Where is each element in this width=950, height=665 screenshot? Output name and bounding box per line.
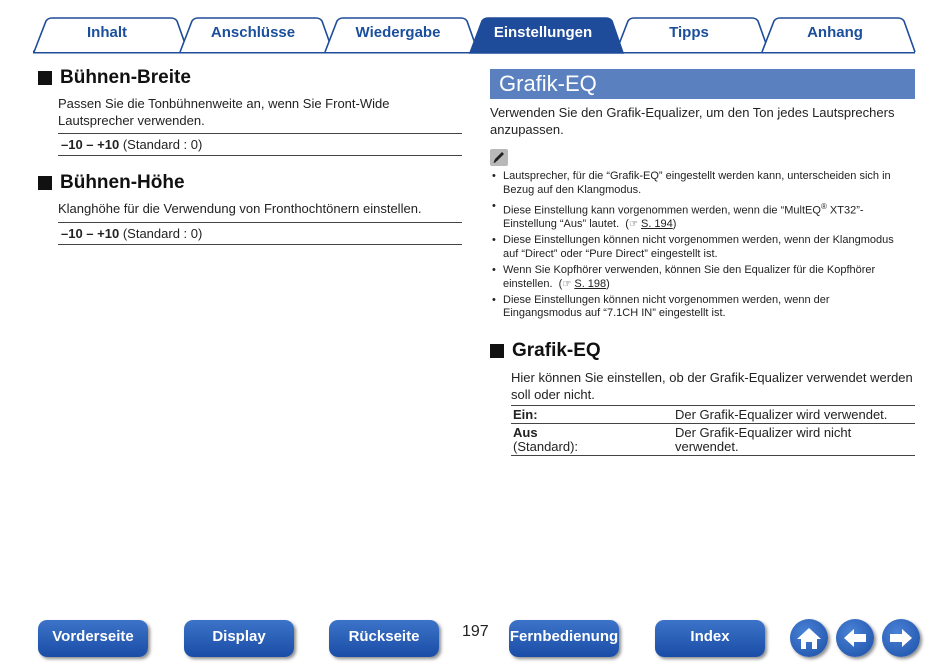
arrow-right-icon bbox=[887, 627, 915, 649]
hoehe-range bbox=[61, 226, 202, 241]
option-value: Der Grafik-Equalizer wird nicht verwendet. bbox=[675, 425, 852, 454]
note-text: Diese Einstellungen können nicht vorgenommen werden, wenn der Klangmodus auf “Direct” oder “Pure Direct” eingestellt ist. bbox=[503, 234, 894, 260]
option-key: Aus (Standard): bbox=[513, 425, 579, 454]
note-item: • Diese Einstellung kann vorgenommen werden, wenn die “MultEQ® XT32”-Einstellung “Aus” lautet. (☞ S. 194) bbox=[492, 200, 907, 232]
grafik-eq-description: Hier können Sie einstellen, ob der Grafik-Equalizer verwendet werden soll oder nicht. bbox=[511, 370, 913, 402]
note-text: Lautsprecher, für die “Grafik-EQ” eingestellt werden kann, unterscheiden sich in Bezug auf den Klangmodus. bbox=[503, 170, 891, 196]
back-button[interactable] bbox=[836, 619, 874, 657]
page-reference-link[interactable]: S. 194 bbox=[640, 218, 673, 231]
note-item bbox=[492, 234, 907, 261]
option-value: Der Grafik-Equalizer wird verwendet. bbox=[675, 407, 888, 422]
heading-grafik-eq bbox=[490, 340, 601, 362]
tab-anhang[interactable]: Anhang bbox=[807, 24, 863, 41]
note-text: Diese Einstellung kann vorgenommen werden, wenn die “MultEQ bbox=[503, 204, 821, 217]
arrow-left-icon bbox=[841, 627, 869, 649]
divider bbox=[58, 133, 462, 134]
page-reference-icon: ☞ bbox=[562, 278, 572, 290]
range-default: (Standard : 0) bbox=[122, 226, 203, 241]
divider bbox=[58, 222, 462, 223]
home-icon bbox=[795, 625, 823, 651]
tab-wiedergabe[interactable]: Wiedergabe bbox=[355, 24, 441, 41]
forward-button[interactable] bbox=[882, 619, 920, 657]
home-button[interactable] bbox=[790, 619, 828, 657]
tab-inhalt[interactable]: Inhalt bbox=[87, 24, 127, 41]
pencil-icon bbox=[490, 149, 508, 166]
square-bullet-icon bbox=[38, 176, 52, 190]
breite-range bbox=[61, 137, 202, 152]
square-bullet-icon bbox=[490, 344, 504, 358]
page-number: 197 bbox=[462, 623, 489, 640]
note-text: Wenn Sie Kopfhörer verwenden, können Sie den Equalizer für die Kopfhörer einstellen. bbox=[503, 264, 876, 290]
heading-text: Bühnen-Breite bbox=[60, 67, 191, 88]
square-bullet-icon bbox=[38, 71, 52, 85]
page-reference-icon: ☞ bbox=[628, 219, 638, 231]
divider bbox=[58, 155, 462, 156]
grafik-eq-intro: Verwenden Sie den Grafik-Equalizer, um den Ton jedes Lautsprechers anzupassen. bbox=[490, 105, 895, 137]
hoehe-description: Klanghöhe für die Verwendung von Fronthochtönern einstellen. bbox=[58, 201, 422, 216]
range-default: (Standard : 0) bbox=[122, 137, 203, 152]
options-table bbox=[511, 405, 915, 456]
registered-mark: ® bbox=[820, 201, 827, 211]
heading-buehnen-breite bbox=[38, 67, 191, 89]
fernbedienung-button[interactable]: Fernbedienung bbox=[509, 620, 619, 657]
note-item bbox=[492, 170, 907, 197]
display-button[interactable]: Display bbox=[184, 620, 294, 657]
tab-einstellungen[interactable]: Einstellungen bbox=[493, 24, 593, 41]
table-row bbox=[511, 406, 915, 424]
table-row bbox=[511, 424, 915, 456]
note-item: • Wenn Sie Kopfhörer verwenden, können Sie den Equalizer für die Kopfhörer einstellen. (☞ S. 198) bbox=[492, 264, 907, 291]
range-value: –10 – +10 bbox=[61, 226, 120, 241]
note-text: XT32”-Einstellung “Aus” lautet. bbox=[503, 204, 864, 231]
tab-tipps[interactable]: Tipps bbox=[669, 24, 709, 41]
rueckseite-button[interactable]: Rückseite bbox=[329, 620, 439, 657]
heading-text: Bühnen-Höhe bbox=[60, 172, 185, 193]
notes-list bbox=[492, 170, 907, 324]
divider bbox=[58, 244, 462, 245]
vorderseite-button[interactable]: Vorderseite bbox=[38, 620, 148, 657]
range-value: –10 – +10 bbox=[61, 137, 120, 152]
note-item bbox=[492, 294, 907, 321]
breite-description: Passen Sie die Tonbühnenweite an, wenn Sie Front-Wide Lautsprecher verwenden. bbox=[58, 96, 390, 128]
option-key: Ein: bbox=[513, 407, 538, 422]
note-text: Diese Einstellungen können nicht vorgenommen werden, wenn der Eingangsmodus auf “7.1CH IN” eingestellt ist. bbox=[503, 293, 830, 320]
banner-title: Grafik-EQ bbox=[499, 71, 597, 96]
tab-anschluesse[interactable]: Anschlüsse bbox=[210, 24, 296, 41]
section-banner bbox=[490, 69, 915, 99]
heading-buehnen-hoehe bbox=[38, 172, 185, 194]
heading-text: Grafik-EQ bbox=[512, 340, 601, 361]
index-button[interactable]: Index bbox=[655, 620, 765, 657]
page-reference-link[interactable]: S. 198 bbox=[574, 277, 607, 290]
